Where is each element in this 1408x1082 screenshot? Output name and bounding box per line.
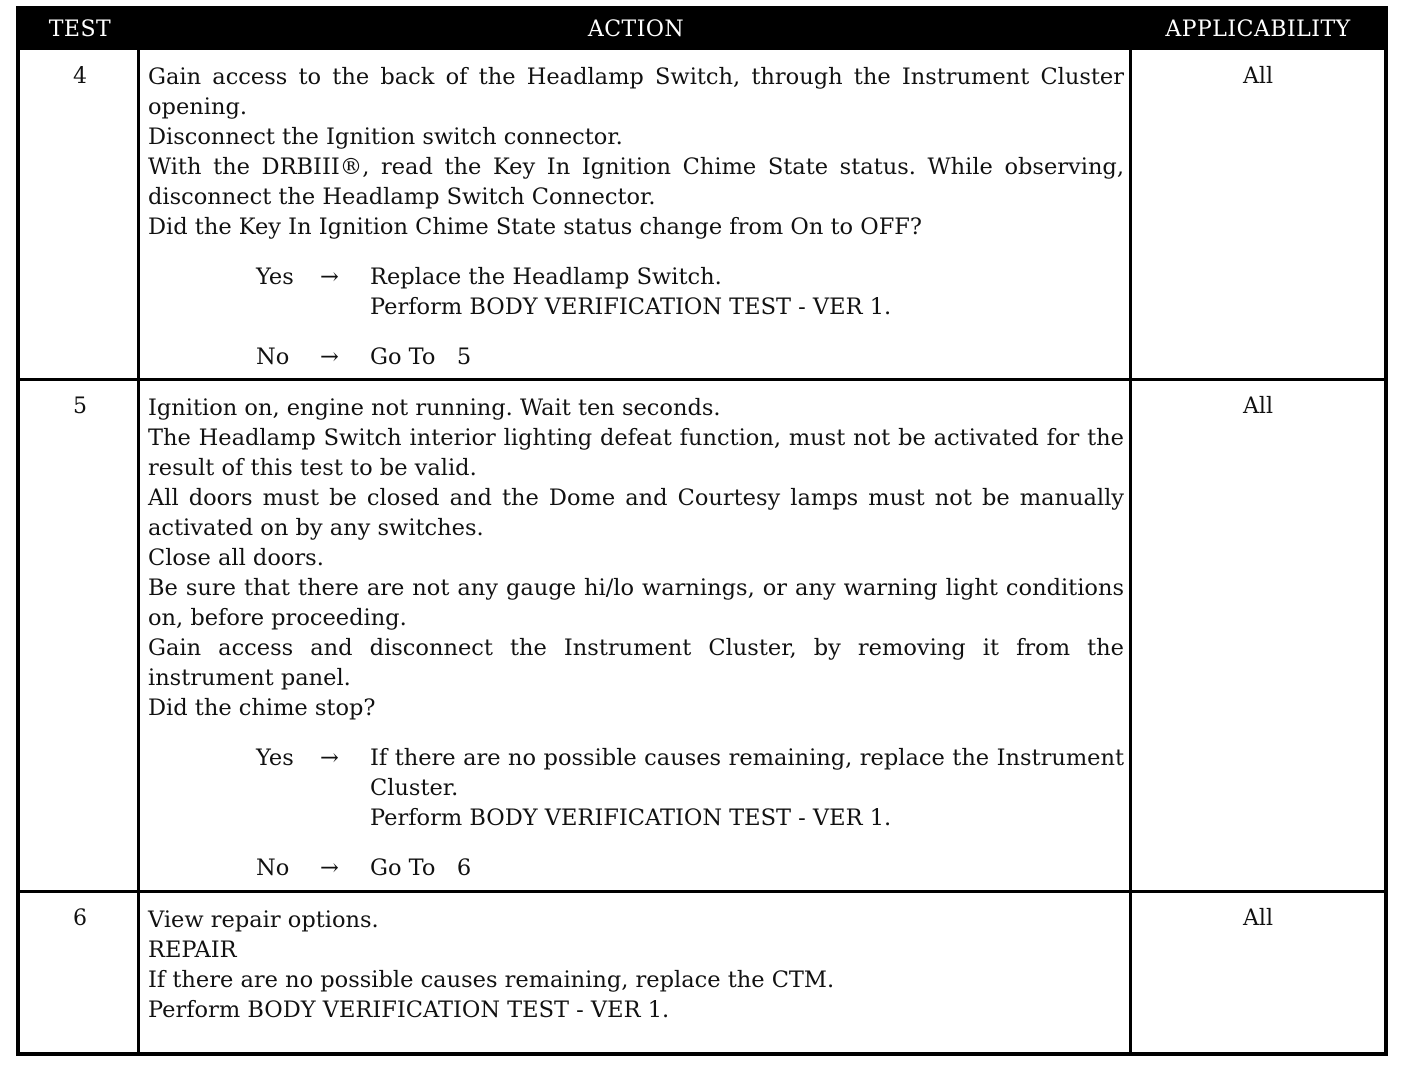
applicability-value: All: [1243, 394, 1273, 419]
action-line: Gain access to the back of the Headlamp Switch, through the Instrument Cluster opening.: [148, 64, 1124, 120]
row-divider: [20, 378, 1384, 381]
repair-line: If there are no possible causes remaining, replace the CTM.: [148, 967, 835, 993]
yes-label: Yes: [256, 745, 294, 771]
applicability-value: All: [1243, 64, 1273, 89]
action-cell: [148, 393, 1124, 883]
no-label: No: [256, 855, 290, 881]
yes-label: Yes: [256, 264, 294, 290]
arrow-icon: →: [320, 264, 339, 290]
arrow-icon: →: [320, 344, 339, 370]
row-divider: [20, 890, 1384, 893]
test-table: [16, 6, 1388, 1056]
yes-line: Replace the Headlamp Switch.: [370, 264, 722, 290]
no-label: No: [256, 344, 290, 370]
header-applicability: APPLICABILITY: [1165, 17, 1351, 42]
action-line: Did the chime stop?: [148, 695, 376, 721]
test-number: 4: [73, 64, 87, 89]
action-line: Be sure that there are not any gauge hi/lo warnings, or any warning light conditions on, before proceeding.: [148, 575, 1124, 631]
no-goto: Go To 5: [370, 344, 472, 370]
action-line: Disconnect the Ignition switch connector.: [148, 124, 623, 150]
header-action: ACTION: [587, 17, 685, 42]
action-cell: [148, 62, 1124, 372]
action-line: Ignition on, engine not running. Wait ten seconds.: [148, 395, 721, 421]
no-goto: Go To 6: [370, 855, 472, 881]
no-answer: [148, 853, 1124, 883]
arrow-icon: →: [320, 745, 339, 771]
action-line: View repair options.: [148, 907, 379, 933]
test-number: 5: [73, 394, 87, 419]
action-line: With the DRBIII®, read the Key In Ignition Chime State status. While observing, disconnect the Headlamp Switch Connector.: [148, 154, 1124, 210]
action-line: Gain access and disconnect the Instrument Cluster, by removing it from the instrument panel.: [148, 635, 1124, 691]
action-line: The Headlamp Switch interior lighting defeat function, must not be activated for the result of this test to be valid.: [148, 425, 1124, 481]
yes-answer: [148, 262, 1124, 322]
table-header: [20, 10, 1384, 50]
yes-line: Perform BODY VERIFICATION TEST - VER 1.: [370, 805, 892, 831]
yes-line: Perform BODY VERIFICATION TEST - VER 1.: [370, 294, 892, 320]
repair-label: REPAIR: [148, 937, 237, 963]
repair-line: Perform BODY VERIFICATION TEST - VER 1.: [148, 997, 670, 1023]
yes-answer: [148, 743, 1124, 833]
column-divider: [137, 50, 140, 1052]
applicability-value: All: [1243, 906, 1273, 931]
no-answer: [148, 342, 1124, 372]
header-test: TEST: [48, 17, 112, 42]
column-divider: [1129, 50, 1132, 1052]
action-line: All doors must be closed and the Dome and Courtesy lamps must not be manually activated on by any switches.: [148, 485, 1124, 541]
action-line: Did the Key In Ignition Chime State status change from On to OFF?: [148, 214, 922, 240]
action-line: Close all doors.: [148, 545, 324, 571]
test-number: 6: [73, 906, 87, 931]
arrow-icon: →: [320, 855, 339, 881]
action-cell: [148, 905, 1124, 1025]
yes-line: If there are no possible causes remaining, replace the Instrument Cluster.: [370, 745, 1124, 801]
